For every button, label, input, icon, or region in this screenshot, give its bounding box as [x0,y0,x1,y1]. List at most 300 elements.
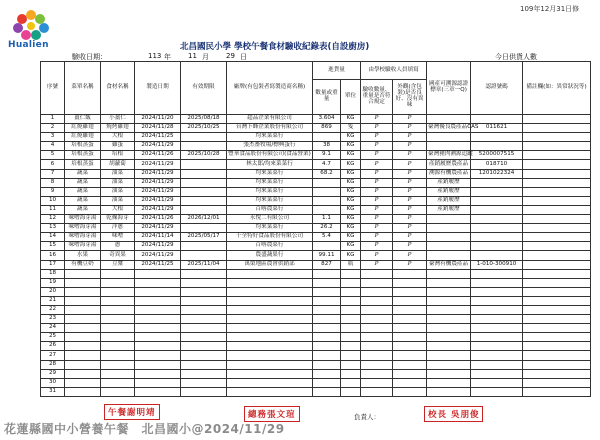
row-cert-mark [427,387,471,396]
row-exp-date [181,378,227,387]
row-vendor [227,296,313,305]
row-check-appearance [393,360,427,369]
table-row [41,387,591,396]
row-check-appearance: P [393,133,427,142]
row-ingredient [101,296,135,305]
row-cert-no [471,315,523,324]
row-cert-mark: 臺灣豬肉溯源追蹤 [427,151,471,160]
row-vendor [227,351,313,360]
row-qty [313,305,341,314]
row-cert-no [471,187,523,196]
row-vendor: 均來菜菜行 [227,133,313,142]
row-remark [523,342,591,351]
row-qty [313,351,341,360]
col-qty-count: 數量或重量 [313,80,341,115]
row-cert-no [471,378,523,387]
row-cert-no [471,296,523,305]
row-exp-date: 2025/10/28 [181,151,227,160]
row-vendor [227,278,313,287]
row-cert-mark: 產銷履歷 [427,205,471,214]
row-cert-no [471,196,523,205]
table-row [41,342,591,351]
row-exp-date [181,296,227,305]
row-qty [313,242,341,251]
row-cert-no [471,287,523,296]
row-ingredient: 胡蘿蔔 [101,160,135,169]
row-qty: 827 [313,260,341,269]
row-mfg-date: 2024/11/14 [135,233,181,242]
row-cert-no: 018710 [471,160,523,169]
table-row [41,233,591,242]
row-dish: 味噌海芽湯 [65,242,101,251]
row-no: 28 [41,360,65,369]
row-check-quantity [361,324,393,333]
row-cert-no [471,233,523,242]
row-cert-no [471,251,523,260]
row-cert-mark [427,324,471,333]
row-check-appearance [393,278,427,287]
row-check-quantity: P [361,178,393,187]
row-exp-date: 2025/08/18 [181,115,227,124]
row-unit [341,351,361,360]
row-cert-mark [427,115,471,124]
row-qty [313,196,341,205]
row-ingredient: 小薑仁 [101,115,135,124]
row-qty [313,369,341,378]
row-cert-no [471,278,523,287]
row-vendor: 百喀農菜行 [227,242,313,251]
row-unit: KG [341,233,361,242]
row-check-appearance: P [393,260,427,269]
row-mfg-date [135,333,181,342]
row-remark [523,305,591,314]
row-qty [313,342,341,351]
col-inspect: 由學校驗收人員填寫 [361,62,427,80]
row-unit: KG [341,251,361,260]
row-mfg-date [135,360,181,369]
row-dish: 蔬菜 [65,169,101,178]
row-no: 16 [41,251,65,260]
row-remark [523,196,591,205]
row-cert-mark [427,378,471,387]
row-exp-date [181,142,227,151]
row-mfg-date [135,296,181,305]
row-no: 13 [41,224,65,233]
row-qty [313,315,341,324]
row-cert-mark: 產銷履歷 [427,187,471,196]
row-remark [523,278,591,287]
row-unit: KG [341,205,361,214]
row-dish [65,315,101,324]
row-mfg-date: 2024/11/29 [135,160,181,169]
row-check-appearance: P [393,142,427,151]
row-mfg-date: 2024/11/25 [135,260,181,269]
col-unit: 單位 [341,80,361,115]
row-exp-date [181,187,227,196]
row-vendor: 張杰畜牧場/標興蛋行 [227,142,313,151]
row-cert-mark [427,305,471,314]
row-remark [523,351,591,360]
row-mfg-date: 2024/11/29 [135,169,181,178]
row-ingredient [101,333,135,342]
row-qty [313,324,341,333]
principal-stamp: 校長 吳朋俊 [424,406,483,422]
row-ingredient [101,287,135,296]
row-remark [523,187,591,196]
row-unit [341,315,361,324]
row-remark [523,178,591,187]
row-check-appearance: P [393,196,427,205]
row-vendor: 萬榮地區農會供銷部 [227,260,313,269]
row-cert-no: 5200007515 [471,151,523,160]
row-dish: 薑仁飯 [65,115,101,124]
row-exp-date [181,278,227,287]
row-dish [65,360,101,369]
col-no: 序號 [41,62,65,115]
row-remark [523,333,591,342]
lunch-officer-stamp: 午餐謝明靖 [104,404,160,420]
row-exp-date [181,269,227,278]
table-row [41,196,591,205]
row-mfg-date: 2024/11/26 [135,151,181,160]
row-remark [523,360,591,369]
row-exp-date: 2025/11/04 [181,260,227,269]
row-vendor [227,269,313,278]
row-dish [65,387,101,396]
row-mfg-date: 2024/11/29 [135,178,181,187]
row-cert-mark [427,133,471,142]
supplier-count-label: 今日供貨人數 [495,53,537,61]
table-row [41,296,591,305]
row-vendor [227,305,313,314]
row-dish [65,296,101,305]
row-unit [341,296,361,305]
row-unit: KG [341,178,361,187]
row-remark [523,296,591,305]
row-ingredient: 奇異果 [101,251,135,260]
logo-text: Hualien [8,40,49,50]
row-qty [313,333,341,342]
row-unit [341,369,361,378]
row-mfg-date: 2024/11/29 [135,251,181,260]
row-no: 12 [41,215,65,224]
row-no: 30 [41,378,65,387]
row-remark [523,287,591,296]
row-mfg-date [135,278,181,287]
row-no: 26 [41,342,65,351]
row-check-appearance: P [393,242,427,251]
row-check-quantity [361,369,393,378]
row-qty [313,187,341,196]
row-unit: KG [341,133,361,142]
row-unit [341,387,361,396]
row-mfg-date [135,287,181,296]
receive-year: 113 [148,52,162,60]
row-qty [313,278,341,287]
row-unit: KG [341,187,361,196]
row-remark [523,315,591,324]
row-exp-date [181,351,227,360]
row-check-quantity: P [361,115,393,124]
receive-day: 29 [226,52,235,60]
row-cert-mark [427,278,471,287]
row-check-quantity: P [361,133,393,142]
table-row [41,124,591,133]
receive-month: 11 [188,52,197,60]
table-row [41,251,591,260]
row-mfg-date [135,324,181,333]
row-exp-date [181,369,227,378]
table-row [41,269,591,278]
month-unit: 月 [202,53,209,61]
row-ingredient: 乾燥海芽 [101,215,135,224]
row-no: 17 [41,260,65,269]
row-check-quantity [361,296,393,305]
revision-note: 109年12月31日修 [520,5,580,13]
row-check-quantity: P [361,224,393,233]
row-mfg-date [135,387,181,396]
row-ingredient [101,315,135,324]
row-exp-date [181,178,227,187]
row-ingredient [101,378,135,387]
row-check-quantity: P [361,169,393,178]
row-cert-no [471,324,523,333]
row-dish: 蔬菜 [65,187,101,196]
row-dish [65,287,101,296]
row-cert-mark: 產銷履歷 [427,196,471,205]
row-dish: 培根蒸蛋 [65,151,101,160]
row-check-quantity [361,305,393,314]
row-dish [65,278,101,287]
row-dish [65,269,101,278]
row-ingredient [101,324,135,333]
row-dish: 蔬菜 [65,196,101,205]
row-mfg-date: 2024/11/29 [135,196,181,205]
row-unit [341,378,361,387]
row-qty [313,133,341,142]
row-cert-no: 1201022324 [471,169,523,178]
col-dish: 菜單名稱 [65,62,101,115]
row-check-quantity [361,342,393,351]
table-row [41,115,591,124]
row-mfg-date [135,351,181,360]
col-vendor: 廠牌(有包裝者寫製造商名稱) [227,62,313,115]
table-row [41,324,591,333]
row-ingredient [101,369,135,378]
row-check-quantity: P [361,160,393,169]
row-unit [341,324,361,333]
row-check-appearance [393,333,427,342]
row-mfg-date [135,269,181,278]
row-cert-no [471,224,523,233]
row-unit: 隻 [341,124,361,133]
table-row [41,242,591,251]
row-exp-date [181,224,227,233]
row-exp-date [181,251,227,260]
table-row [41,205,591,214]
row-check-quantity: P [361,196,393,205]
row-no: 4 [41,142,65,151]
row-dish: 培根蒸蛋 [65,160,101,169]
row-no: 10 [41,196,65,205]
row-cert-mark: 臺灣有機農產品 [427,260,471,269]
col-ingredient: 食材名稱 [101,62,135,115]
row-check-appearance: P [393,151,427,160]
row-ingredient [101,387,135,396]
row-vendor: 台灣卜蜂企業股份有限公司 [227,124,313,133]
table-row [41,160,591,169]
row-cert-mark [427,142,471,151]
row-check-quantity: P [361,242,393,251]
row-vendor: 均來菜菜行 [227,178,313,187]
table-row [41,287,591,296]
row-exp-date [181,242,227,251]
row-qty: 68.2 [313,169,341,178]
row-check-quantity [361,269,393,278]
row-cert-no [471,351,523,360]
row-remark [523,233,591,242]
row-check-quantity: P [361,151,393,160]
table-row [41,142,591,151]
row-cert-mark [427,296,471,305]
row-mfg-date [135,315,181,324]
row-check-appearance [393,387,427,396]
row-check-appearance: P [393,205,427,214]
row-qty [313,378,341,387]
row-qty: 9.1 [313,151,341,160]
year-unit: 年 [164,53,171,61]
row-dish: 味噌海芽湯 [65,224,101,233]
row-remark [523,251,591,260]
table-row [41,351,591,360]
row-ingredient [101,351,135,360]
row-vendor: 均來菜菜行 [227,169,313,178]
col-cert-mark: 國產可溯源認證標章(三章一Q) [427,62,471,115]
row-unit: KG [341,160,361,169]
row-check-appearance [393,351,427,360]
row-no: 7 [41,169,65,178]
row-remark [523,324,591,333]
row-cert-mark [427,351,471,360]
row-exp-date [181,315,227,324]
row-mfg-date: 2024/11/29 [135,224,181,233]
row-cert-no [471,387,523,396]
row-remark [523,133,591,142]
row-ingredient: 油菜 [101,187,135,196]
row-remark [523,160,591,169]
row-vendor: 均來菜菜行 [227,187,313,196]
row-dish [65,351,101,360]
row-qty [313,287,341,296]
row-mfg-date [135,305,181,314]
row-dish [65,369,101,378]
row-exp-date [181,287,227,296]
row-remark [523,269,591,278]
table-row [41,360,591,369]
row-ingredient [101,360,135,369]
row-qty: 5.4 [313,233,341,242]
row-ingredient: 大根 [101,205,135,214]
row-dish [65,324,101,333]
row-exp-date [181,342,227,351]
row-vendor [227,333,313,342]
row-ingredient [101,269,135,278]
row-dish: 蔬菜 [65,178,101,187]
row-vendor: 十全特好食品股份有限公司 [227,233,313,242]
row-vendor [227,287,313,296]
row-ingredient: 燒烤雞翅 [101,124,135,133]
table-row [41,151,591,160]
row-mfg-date [135,378,181,387]
row-check-quantity [361,387,393,396]
row-qty: 4.7 [313,160,341,169]
row-ingredient: 油菜 [101,178,135,187]
row-unit [341,360,361,369]
row-cert-no [471,342,523,351]
row-vendor [227,369,313,378]
row-unit [341,269,361,278]
row-ingredient [101,278,135,287]
row-cert-mark: 溯源有機農產品 [427,169,471,178]
row-exp-date [181,160,227,169]
row-cert-no [471,369,523,378]
row-dish [65,378,101,387]
row-qty: 3.604 [313,115,341,124]
row-check-appearance [393,305,427,314]
col-exp-date: 有效期限 [181,62,227,115]
row-no: 24 [41,324,65,333]
row-cert-no [471,205,523,214]
row-cert-mark [427,287,471,296]
row-exp-date [181,387,227,396]
row-remark [523,378,591,387]
row-cert-no [471,333,523,342]
col-inspect-a: 驗收數量、重量是否符合規定 [361,80,393,115]
row-ingredient [101,305,135,314]
row-dish: 紅燒雞翅 [65,124,101,133]
row-vendor [227,342,313,351]
row-mfg-date: 2024/11/25 [135,133,181,142]
row-dish: 蔬菜 [65,205,101,214]
row-exp-date: 2025/05/17 [181,233,227,242]
row-check-appearance [393,287,427,296]
row-remark [523,205,591,214]
row-check-quantity [361,360,393,369]
col-quantity: 進貨量 [313,62,361,80]
row-cert-no [471,133,523,142]
row-cert-no [471,178,523,187]
row-no: 20 [41,287,65,296]
row-check-quantity: P [361,124,393,133]
row-no: 8 [41,178,65,187]
row-check-quantity [361,333,393,342]
row-unit [341,333,361,342]
row-vendor [227,387,313,396]
row-mfg-date: 2024/11/28 [135,124,181,133]
row-unit [341,278,361,287]
row-no: 25 [41,333,65,342]
row-vendor: 均來菜菜行 [227,224,313,233]
row-dish [65,342,101,351]
responsible-label: 負責人： [354,413,380,421]
col-remark: 備註欄(如：異常狀況等) [523,62,591,115]
row-check-appearance: P [393,178,427,187]
row-unit: KG [341,215,361,224]
row-cert-mark [427,360,471,369]
table-row [41,260,591,269]
row-vendor: 均來菜菜行 [227,196,313,205]
row-unit: KG [341,115,361,124]
